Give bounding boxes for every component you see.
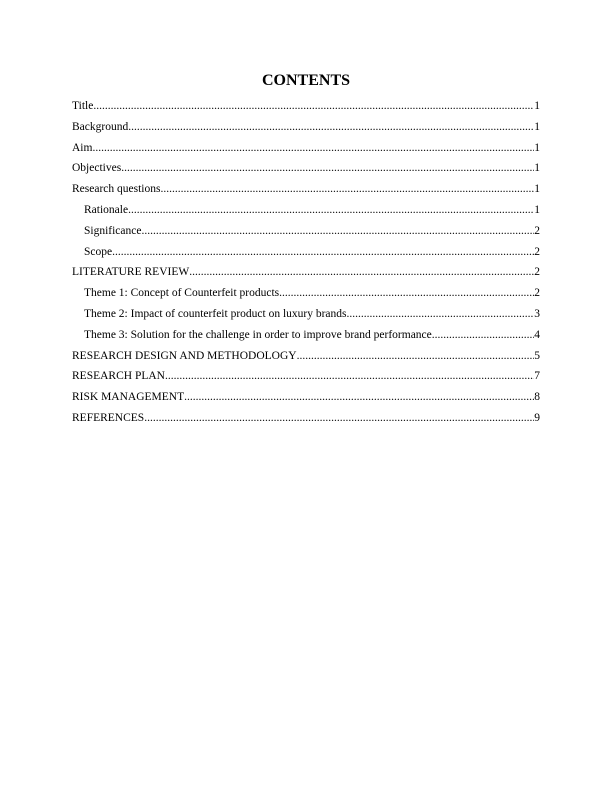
toc-leader-dots [347,304,534,325]
toc-entry-text: Research questions [72,183,161,196]
toc-leader-dots [279,283,534,304]
toc-entry-text: Theme 2: Impact of counterfeit product on luxury brands [84,307,347,320]
toc-entry-title[interactable] [72,96,540,117]
toc-page-number: 2 [534,224,540,237]
toc-leader-dots [160,179,534,200]
toc-heading: CONTENTS [261,72,351,89]
toc-page-number: 7 [534,370,540,383]
toc-leader-dots [184,387,534,408]
toc-entry-text: Theme 1: Concept of Counterfeit products [84,287,280,300]
toc-page-number: 1 [534,141,540,154]
toc-leader-dots [297,346,534,367]
toc-entry-theme-3[interactable] [72,325,540,346]
toc-entry-text: Objectives [72,162,122,175]
toc-entry-risk-management[interactable] [72,387,540,408]
toc-leader-dots [112,242,534,263]
toc-page-number: 4 [534,328,540,341]
toc-entry-text: RISK MANAGEMENT [72,391,185,404]
toc-leader-dots [141,221,534,242]
toc-leader-dots [128,200,534,221]
toc-page-number: 8 [534,391,540,404]
toc-entry-text: Theme 3: Solution for the challenge in order to improve brand performance [84,328,432,341]
toc-leader-dots [165,366,534,387]
toc-leader-dots [121,158,534,179]
toc-entry-background[interactable] [72,117,540,138]
toc-entry-aim[interactable] [72,138,540,159]
toc-entry-text: RESEARCH PLAN [72,370,165,383]
toc-entry-research-questions[interactable] [72,179,540,200]
toc-entry-significance[interactable] [72,221,540,242]
toc-entry-references[interactable] [72,408,540,429]
toc-entry-text: Significance [84,224,142,237]
toc-entry-text: Scope [84,245,113,258]
toc-leader-dots [92,138,534,159]
toc-page-number: 2 [534,287,540,300]
toc-entry-theme-1[interactable] [72,283,540,304]
toc-entry-text: Aim [72,141,93,154]
toc-entry-text: Title [72,100,94,112]
toc-entry-text: LITERATURE REVIEW [72,266,190,279]
toc-page-number: 1 [534,183,540,196]
toc-entry-research-plan[interactable] [72,366,540,387]
toc-entry-objectives[interactable] [72,158,540,179]
toc-entry-theme-2[interactable] [72,304,540,325]
toc-page-number: 3 [534,307,540,320]
toc-entry-rationale[interactable] [72,200,540,221]
toc-page-number: 1 [534,120,540,133]
toc-entry-text: Background [72,120,129,133]
toc-leader-dots [93,96,534,117]
toc-list [72,96,540,429]
toc-entry-text: Rationale [84,203,129,216]
toc-entry-text: REFERENCES [72,411,145,424]
toc-entry-text: RESEARCH DESIGN AND METHODOLOGY [72,349,297,362]
toc-entry-scope[interactable] [72,242,540,263]
toc-page-number: 2 [534,266,540,279]
toc-leader-dots [144,408,534,429]
toc-page-number: 9 [534,411,540,424]
toc-leader-dots [128,117,534,138]
toc-entry-research-design[interactable] [72,346,540,367]
toc-leader-dots [432,325,534,346]
toc-page-number: 2 [534,245,540,258]
toc-page-number: 1 [534,203,540,216]
toc-page-number: 1 [534,100,540,112]
toc-page-number: 5 [534,349,540,362]
toc-leader-dots [189,262,534,283]
toc-entry-literature-review[interactable] [72,262,540,283]
toc-page-number: 1 [534,162,540,175]
